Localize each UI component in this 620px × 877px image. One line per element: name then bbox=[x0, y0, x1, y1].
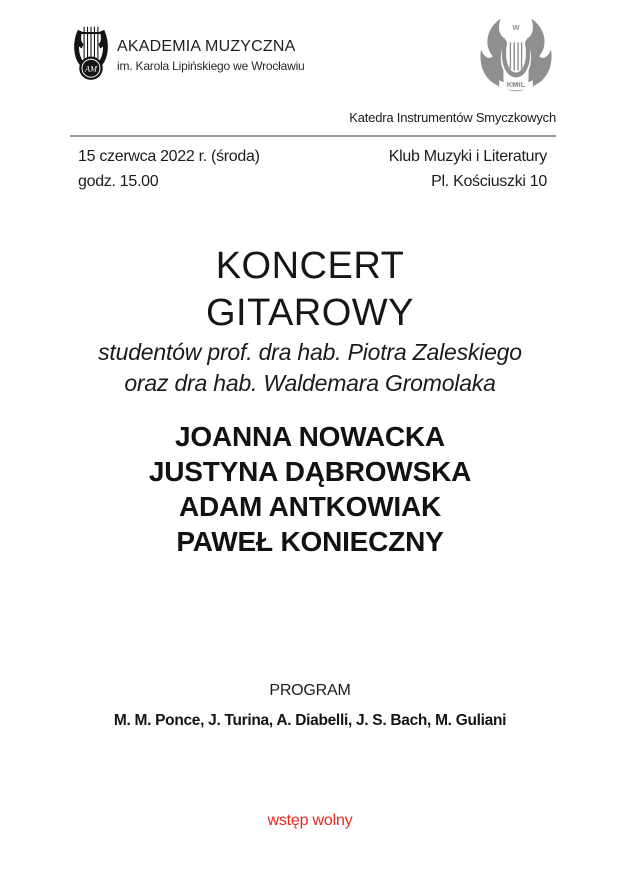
academy-subtitle: im. Karola Lipińskiego we Wrocławiu bbox=[117, 59, 305, 73]
performer-name: ADAM ANTKOWIAK bbox=[178, 491, 442, 522]
academy-name-block bbox=[117, 38, 305, 73]
event-datetime bbox=[78, 144, 260, 194]
academy-lyre-logo-icon bbox=[70, 24, 112, 82]
concert-subtitle-line1: studentów prof. dra hab. Piotra Zaleskiego bbox=[98, 339, 522, 365]
kmil-top-letter: W bbox=[512, 22, 520, 32]
performer-name: JOANNA NOWACKA bbox=[175, 421, 445, 452]
header-divider bbox=[70, 135, 556, 137]
academy-monogram: AM bbox=[85, 64, 97, 74]
performers-list bbox=[0, 419, 620, 559]
concert-subtitle bbox=[0, 337, 620, 399]
kmil-label: KMiL bbox=[506, 80, 526, 90]
performer-name: PAWEŁ KONIECZNY bbox=[176, 526, 444, 557]
program-composers: M. M. Ponce, J. Turina, A. Diabelli, J. S. Bach, M. Guliani bbox=[113, 712, 507, 729]
event-time: godz. 15.00 bbox=[78, 173, 159, 190]
admission-note: wstęp wolny bbox=[267, 812, 353, 829]
department-name: Katedra Instrumentów Smyczkowych bbox=[349, 110, 556, 125]
concert-title bbox=[0, 243, 620, 337]
event-date: 15 czerwca 2022 r. (środa) bbox=[78, 148, 260, 165]
event-address: Pl. Kościuszki 10 bbox=[431, 173, 547, 190]
event-info-row bbox=[78, 144, 547, 194]
event-location bbox=[389, 144, 547, 194]
concert-title-line1: KONCERT bbox=[215, 245, 405, 287]
concert-subtitle-line2: oraz dra hab. Waldemara Gromolaka bbox=[124, 370, 496, 396]
academy-name: AKADEMIA MUZYCZNA bbox=[117, 38, 296, 55]
event-venue: Klub Muzyki i Literatury bbox=[388, 148, 547, 165]
concert-title-line2: GITAROWY bbox=[205, 292, 415, 334]
kmil-emblem-icon bbox=[474, 12, 558, 98]
program-heading: PROGRAM bbox=[269, 682, 351, 699]
performer-name: JUSTYNA DĄBROWSKA bbox=[148, 456, 472, 487]
